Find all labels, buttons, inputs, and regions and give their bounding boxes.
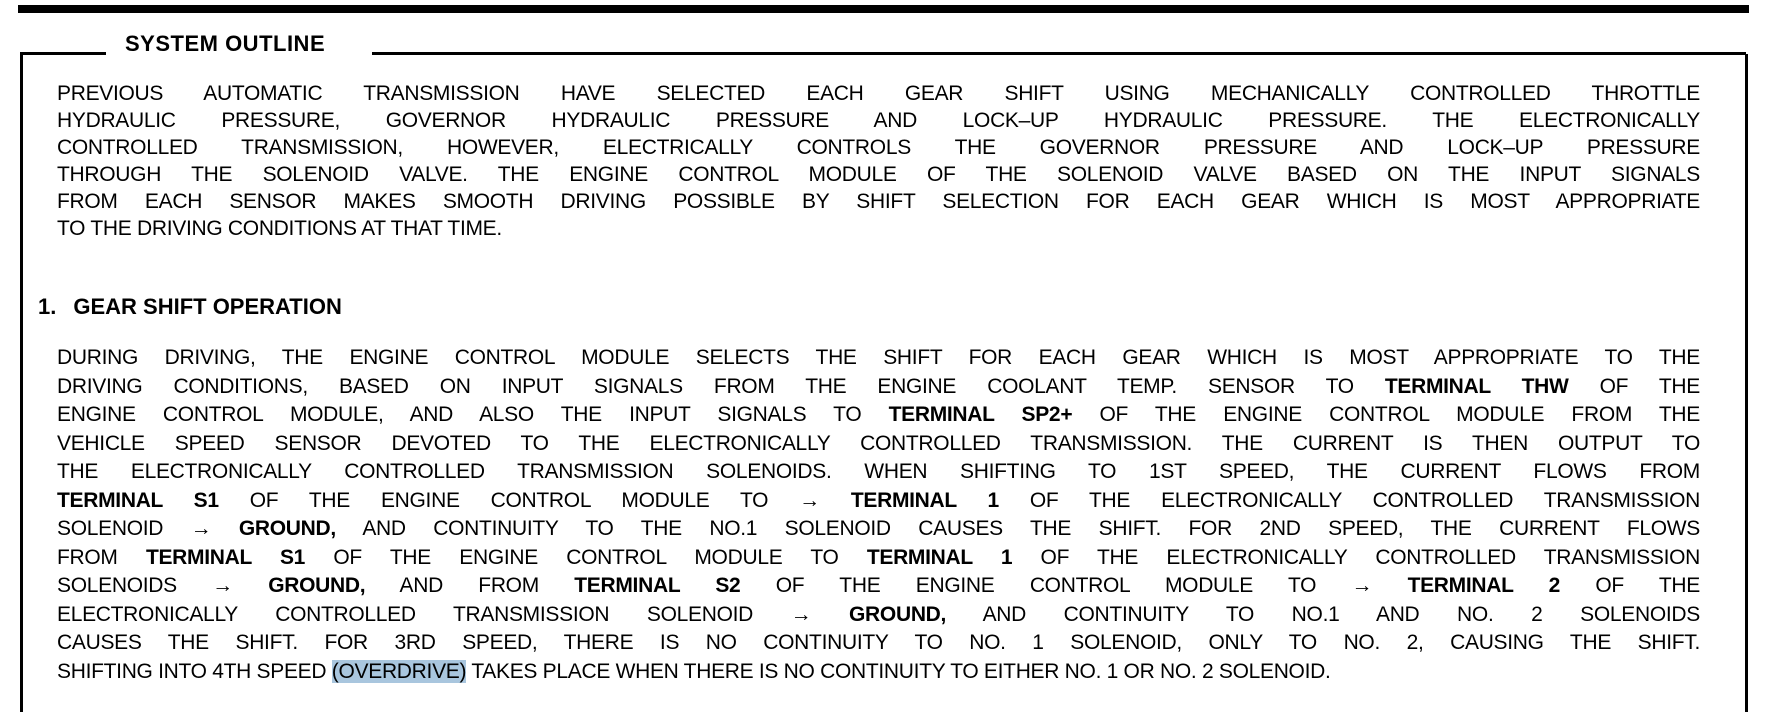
text-line: DURING DRIVING, THE ENGINE CONTROL MODULE SELECTS THE SHIFT FOR EACH GEAR WHICH IS MOST APPROPRIATE TO THE [57, 346, 1700, 369]
text-line: THE ELECTRONICALLY CONTROLLED TRANSMISSION SOLENOIDS. WHEN SHIFTING TO 1ST SPEED, THE CURRENT FLOWS FROM [57, 460, 1700, 483]
text-line: FROM EACH SENSOR MAKES SMOOTH DRIVING POSSIBLE BY SHIFT SELECTION FOR EACH GEAR WHICH IS MOST APPROPRIATE [57, 190, 1700, 213]
text-line: TO THE DRIVING CONDITIONS AT THAT TIME. [57, 217, 502, 240]
text-line: ELECTRONICALLY CONTROLLED TRANSMISSION SOLENOID → GROUND, AND CONTINUITY TO NO.1 AND NO. 2 SOLENOIDS [57, 602, 1700, 626]
text-line: SOLENOID → GROUND, AND CONTINUITY TO THE NO.1 SOLENOID CAUSES THE SHIFT. FOR 2ND SPEED, THE CURRENT FLOWS [57, 517, 1700, 540]
text-line: VEHICLE SPEED SENSOR DEVOTED TO THE ELECTRONICALLY CONTROLLED TRANSMISSION. THE CURRENT IS THEN OUTPUT TO [57, 431, 1700, 455]
section-title: GEAR SHIFT OPERATION [73, 294, 342, 319]
text-line: THROUGH THE SOLENOID VALVE. THE ENGINE CONTROL MODULE OF THE SOLENOID VALVE BASED ON THE INPUT SIGNALS [57, 163, 1700, 186]
text-line: SHIFTING INTO 4TH SPEED (OVERDRIVE) TAKES PLACE WHEN THERE IS NO CONTINUITY TO EITHER NO. 1 OR NO. 2 SOLENOID. [57, 659, 1331, 683]
text-line: FROM TERMINAL S1 OF THE ENGINE CONTROL MODULE TO TERMINAL 1 OF THE ELECTRONICALLY CONTROLLED TRANSMISSION [57, 545, 1701, 569]
text-line: PREVIOUS AUTOMATIC TRANSMISSION HAVE SELECTED EACH GEAR SHIFT USING MECHANICALLY CONTROLLED THROTTLE [57, 82, 1700, 105]
text-line: CAUSES THE SHIFT. FOR 3RD SPEED, THERE IS NO CONTINUITY TO NO. 1 SOLENOID, ONLY TO NO. 2, CAUSING THE SHIFT. [57, 631, 1700, 654]
text-line: TERMINAL S1 OF THE ENGINE CONTROL MODULE TO → TERMINAL 1 OF THE ELECTRONICALLY CONTROLLED TRANSMISSION [57, 488, 1701, 512]
intro-paragraph [57, 80, 1700, 242]
gear-shift-paragraph [57, 344, 1700, 686]
text-line: SOLENOIDS → GROUND, AND FROM TERMINAL S2 OF THE ENGINE CONTROL MODULE TO → TERMINAL 2 OF THE [57, 574, 1700, 597]
text-line: DRIVING CONDITIONS, BASED ON INPUT SIGNALS FROM THE ENGINE COOLANT TEMP. SENSOR TO TERMINAL THW OF THE [57, 374, 1700, 398]
text-line: HYDRAULIC PRESSURE, GOVERNOR HYDRAULIC PRESSURE AND LOCK–UP HYDRAULIC PRESSURE. THE ELECTRONICALLY [57, 109, 1700, 132]
section-heading [38, 294, 342, 320]
highlight-overdrive: (OVERDRIVE) [331, 659, 467, 683]
text-line: CONTROLLED TRANSMISSION, HOWEVER, ELECTRICALLY CONTROLS THE GOVERNOR PRESSURE AND LOCK–UP PRESSURE [57, 136, 1700, 159]
page-title: SYSTEM OUTLINE [125, 31, 326, 56]
top-rule [18, 5, 1749, 13]
text-line: ENGINE CONTROL MODULE, AND ALSO THE INPUT SIGNALS TO TERMINAL SP2+ OF THE ENGINE CONTROL MODULE FROM THE [57, 403, 1700, 426]
section-number: 1. [38, 294, 57, 319]
